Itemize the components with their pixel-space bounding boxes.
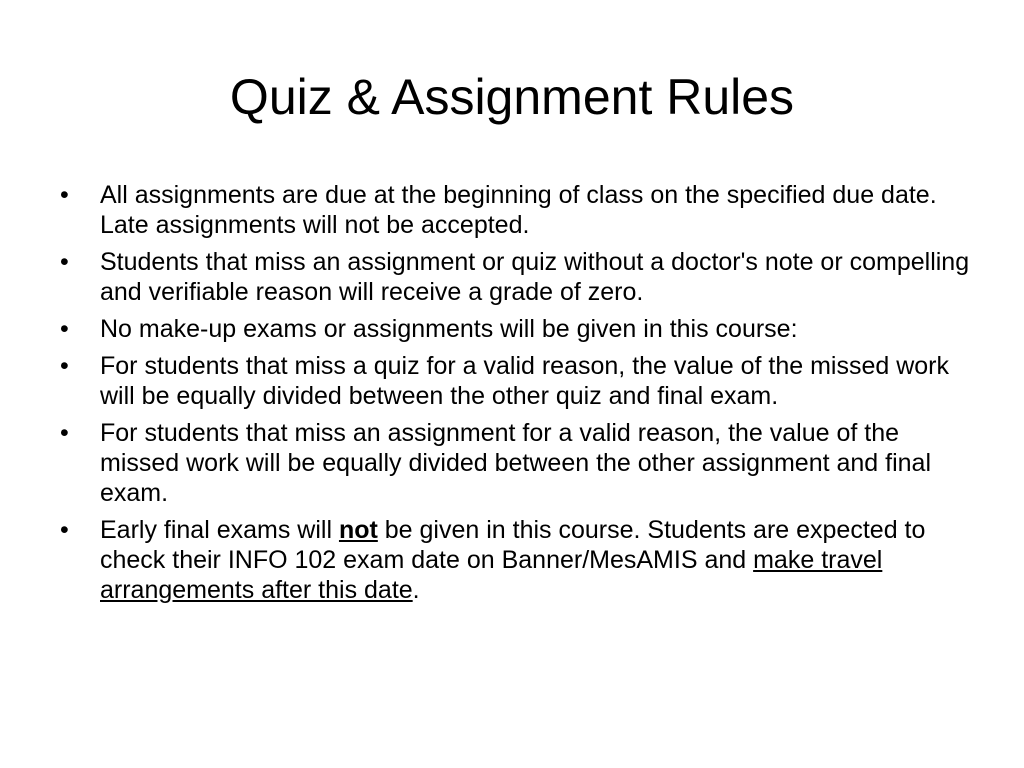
bullet-text: For students that miss an assignment for a valid reason, the value of the missed work will be equally divided between the other assignment and final exam. — [100, 419, 932, 507]
bullet-text: No make-up exams or assignments will be given in this course: — [100, 315, 798, 343]
bullet-icon: • — [60, 248, 69, 276]
emphasis-not: not — [338, 516, 378, 544]
bullet-item — [60, 314, 972, 344]
bullet-text — [100, 516, 925, 604]
bullet-icon: • — [60, 516, 69, 544]
bullet-icon: • — [60, 419, 69, 447]
underlined-travel-note: make travel arrangements after this date — [100, 546, 883, 604]
bullet-icon: • — [60, 315, 69, 343]
bullet-icon: • — [60, 181, 69, 209]
slide-title: Quiz & Assignment Rules — [229, 69, 795, 125]
bullet-item — [60, 351, 972, 411]
bullet-text: All assignments are due at the beginning of class on the specified due date. Late assignments will not be accepted. — [100, 181, 937, 239]
bullet-icon: • — [60, 352, 69, 380]
bullet-text-part2: be given in this course. Students are expected to check their INFO 102 exam date on Banner/MesAMIS and — [100, 516, 926, 574]
bullet-text: Students that miss an assignment or quiz without a doctor's note or compelling and verifiable reason will receive a grade of zero. — [100, 248, 970, 306]
bullet-item — [60, 515, 972, 605]
bullet-text: For students that miss a quiz for a valid reason, the value of the missed work will be equally divided between the other quiz and final exam. — [100, 352, 950, 410]
bullet-text-part3: . — [412, 576, 420, 604]
bullet-item — [60, 247, 972, 307]
bullet-list — [60, 180, 972, 612]
bullet-item — [60, 180, 972, 240]
bullet-item — [60, 418, 972, 508]
bullet-text-part1: Early final exams will — [100, 516, 339, 544]
